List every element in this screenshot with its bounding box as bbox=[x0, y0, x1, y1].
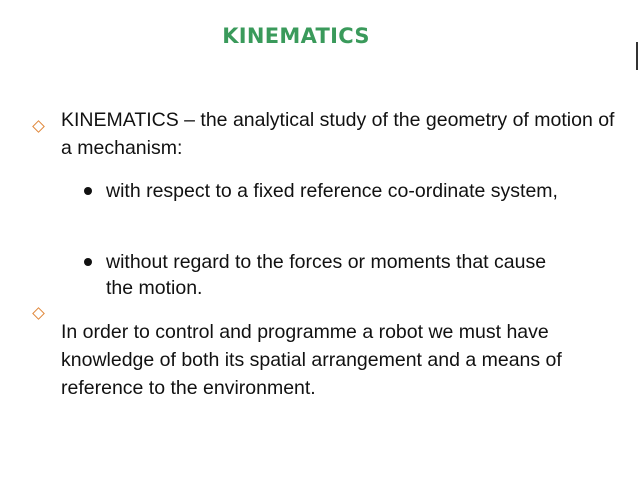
list-item-text: without regard to the forces or moments that cause the motion. bbox=[106, 251, 547, 299]
paragraph-control: In order to control and programme a robot we must have knowledge of both its spatial arrangement and a means of reference to the environment. bbox=[61, 321, 562, 399]
bullet-dot-icon bbox=[84, 187, 92, 195]
list-item-text: with respect to a fixed reference co-ordinate system, bbox=[106, 180, 558, 202]
diamond-bullet-icon bbox=[32, 307, 45, 320]
bullet-dot-icon bbox=[84, 258, 92, 266]
paragraph-definition: KINEMATICS – the analytical study of the geometry of motion of a mechanism: bbox=[61, 109, 615, 159]
diamond-bullet-icon bbox=[32, 120, 45, 133]
slide-title: KINEMATICS bbox=[222, 24, 370, 48]
